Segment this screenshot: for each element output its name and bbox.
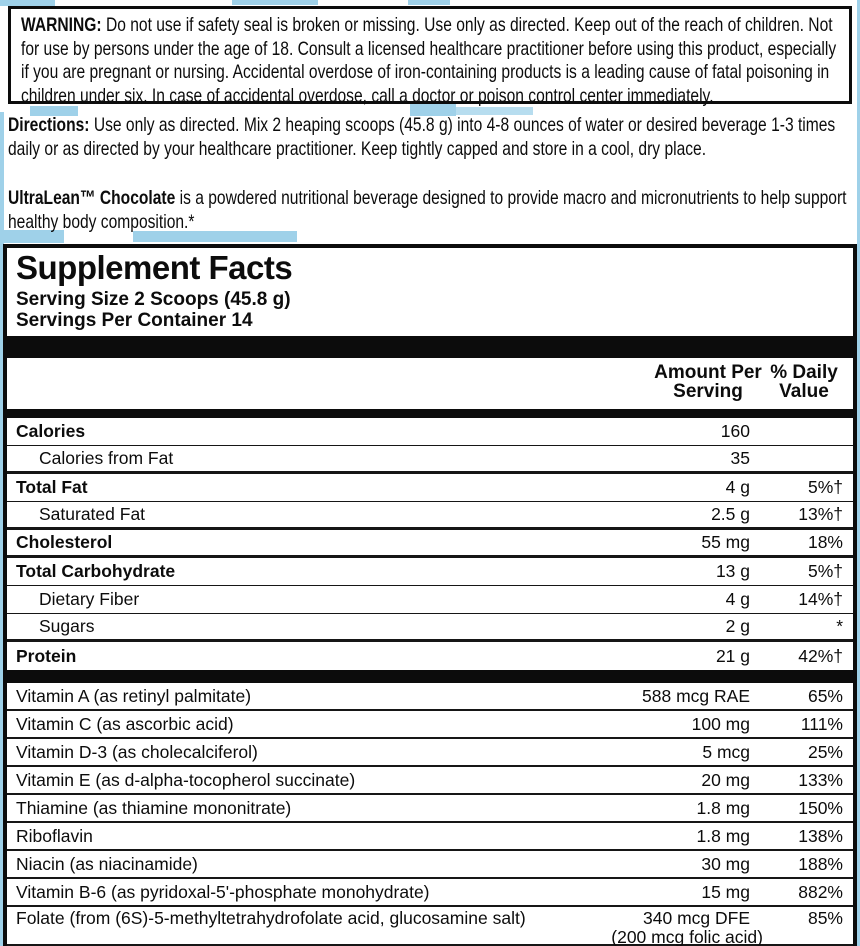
nutrient-name: Calories from Fat: [39, 448, 174, 468]
nutrient-name: Thiamine (as thiamine mononitrate): [16, 797, 292, 818]
divider-bar-top: [7, 336, 853, 358]
amount-line1: 30 mg: [701, 853, 750, 874]
amount-value: [590, 826, 755, 847]
nutrient-name: Vitamin A (as retinyl palmitate): [16, 685, 252, 706]
nutrient-name: Total Carbohydrate: [16, 561, 176, 581]
column-headers: [7, 358, 853, 409]
fact-row: [7, 530, 853, 558]
nutrient-name: Dietary Fiber: [39, 589, 140, 609]
amount-line1: 35: [730, 448, 750, 468]
amount-value: [590, 616, 755, 637]
supplement-facts-title: Supplement Facts: [16, 249, 293, 286]
fact-row: [7, 767, 853, 795]
description-text: is a powdered nutritional beverage designed to provide macro and micronutrients to help support healthy body composition.*: [8, 187, 847, 233]
fact-row: [7, 711, 853, 739]
amount-value: [590, 589, 755, 610]
directions-block: [8, 114, 852, 161]
fact-row: [7, 502, 853, 530]
fact-row: [7, 586, 853, 614]
amount-line1: 4 g: [725, 477, 750, 497]
amount-value: [590, 770, 755, 791]
amount-value: [590, 854, 755, 875]
nutrient-name: Vitamin B-6 (as pyridoxal-5'-phosphate monohydrate): [16, 881, 430, 902]
directions-label: Directions:: [8, 114, 90, 136]
fact-row: [7, 642, 853, 670]
daily-value: 138%: [798, 825, 843, 846]
fact-row: [7, 739, 853, 767]
divider-bar-header: [7, 409, 853, 418]
daily-value: 882%: [798, 881, 843, 902]
daily-value: 42%†: [798, 645, 843, 666]
fact-row: [7, 474, 853, 502]
description-paragraph: [8, 187, 852, 234]
daily-value: 133%: [798, 769, 843, 790]
fact-row: [7, 558, 853, 586]
daily-value-header: % Daily Value: [770, 362, 838, 402]
amount-line1: 21 g: [715, 645, 750, 666]
nutrient-name: Saturated Fat: [39, 504, 146, 524]
supplement-facts-panel: [3, 244, 857, 946]
amount-line1: 340 mcg DFE: [643, 908, 750, 928]
amount-value: [590, 421, 755, 442]
fact-row: [7, 418, 853, 446]
directions-paragraph: [8, 114, 852, 161]
amount-value: [590, 504, 755, 525]
serving-size: Serving Size 2 Scoops (45.8 g): [16, 289, 291, 310]
amount-line1: 160: [720, 421, 750, 441]
fact-row: [7, 614, 853, 642]
warning-paragraph: [21, 14, 839, 108]
daily-value: 150%: [798, 797, 843, 818]
daily-value: 188%: [798, 853, 843, 874]
fact-row: [7, 907, 853, 946]
fact-row: [7, 446, 853, 474]
amount-value: [590, 882, 755, 903]
nutrient-name: Protein: [16, 645, 77, 666]
amount-value: [590, 561, 755, 582]
product-name: UltraLean™ Chocolate: [8, 187, 176, 209]
nutrient-name: Riboflavin: [16, 825, 93, 846]
amount-per-serving-header: Amount Per Serving: [654, 362, 762, 402]
nutrient-name: Calories: [16, 421, 86, 441]
amount-line1: 5 mcg: [702, 741, 750, 762]
divider-bar-section: [7, 670, 853, 683]
daily-value: 5%†: [807, 477, 843, 497]
amount-value: [590, 742, 755, 763]
amount-line1: 15 mg: [701, 881, 750, 902]
nutrient-name: Vitamin D-3 (as cholecalciferol): [16, 741, 258, 762]
directions-text: Use only as directed. Mix 2 heaping scoops (45.8 g) into 4-8 ounces of water or desired beverage 1-3 times daily or as directed by your healthcare practitioner. Keep tightly capped and store in a cool, dry place.: [8, 114, 836, 160]
daily-value: *: [836, 616, 843, 636]
nutrient-name: Niacin (as niacinamide): [16, 853, 198, 874]
daily-value: 85%: [807, 908, 843, 928]
amount-value: [590, 686, 755, 707]
amount-value: [590, 532, 755, 553]
amount-value: [590, 448, 755, 469]
amount-line1: 20 mg: [701, 769, 750, 790]
amount-value: [590, 908, 763, 946]
fact-row: [7, 683, 853, 711]
vitamin-rows: [7, 683, 853, 946]
servings-per-container: Servings Per Container 14: [16, 310, 253, 331]
warning-text: Do not use if safety seal is broken or missing. Use only as directed. Keep out of the reach of children. Not for use by persons under the age of 18. Consult a licensed healthcare practitioner before using this product, especially if you are pregnant or nursing. Accidental overdose of iron-containing products is a leading cause of fatal poisoning in children under six. In case of accidental overdose, call a doctor or poison control center immediately.: [21, 14, 837, 107]
warning-box: [8, 6, 852, 107]
fact-row: [7, 823, 853, 851]
amount-line1: 1.8 mg: [696, 797, 750, 818]
fact-row: [7, 851, 853, 879]
daily-value: 65%: [807, 685, 843, 706]
nutrient-name: Total Fat: [16, 477, 88, 497]
daily-value: 5%†: [807, 561, 843, 581]
daily-value: 14%†: [798, 589, 843, 609]
amount-line1: 4 g: [725, 589, 750, 609]
amount-line1: 100 mg: [691, 713, 750, 734]
nutrient-name: Folate (from (6S)-5-methyltetrahydrofolate acid, glucosamine salt): [16, 909, 526, 928]
amount-line2: (200 mcg folic acid): [611, 926, 763, 946]
amount-line1: 2 g: [725, 616, 750, 636]
fact-row: [7, 795, 853, 823]
amount-value: [590, 646, 755, 667]
background-accent: [408, 0, 450, 5]
nutrient-name: Vitamin E (as d-alpha-tocopherol succinate): [16, 769, 356, 790]
daily-value: 25%: [807, 741, 843, 762]
nutrient-name: Sugars: [39, 616, 95, 636]
amount-line1: 2.5 g: [711, 504, 750, 524]
background-accent: [232, 0, 318, 5]
amount-value: [590, 477, 755, 498]
amount-line1: 1.8 mg: [696, 825, 750, 846]
amount-line1: 13 g: [715, 561, 750, 581]
fact-row: [7, 879, 853, 907]
nutrient-name: Vitamin C (as ascorbic acid): [16, 713, 234, 734]
daily-value: 111%: [800, 713, 843, 734]
description-block: [8, 187, 852, 234]
amount-value: [590, 714, 755, 735]
nutrient-name: Cholesterol: [16, 532, 113, 552]
warning-label: WARNING:: [21, 14, 102, 36]
macro-rows: [7, 418, 853, 670]
daily-value: 13%†: [798, 504, 843, 524]
daily-value: 18%: [807, 532, 843, 552]
amount-value: [590, 798, 755, 819]
amount-line1: 55 mg: [701, 532, 750, 552]
amount-line1: 588 mcg RAE: [642, 685, 750, 706]
